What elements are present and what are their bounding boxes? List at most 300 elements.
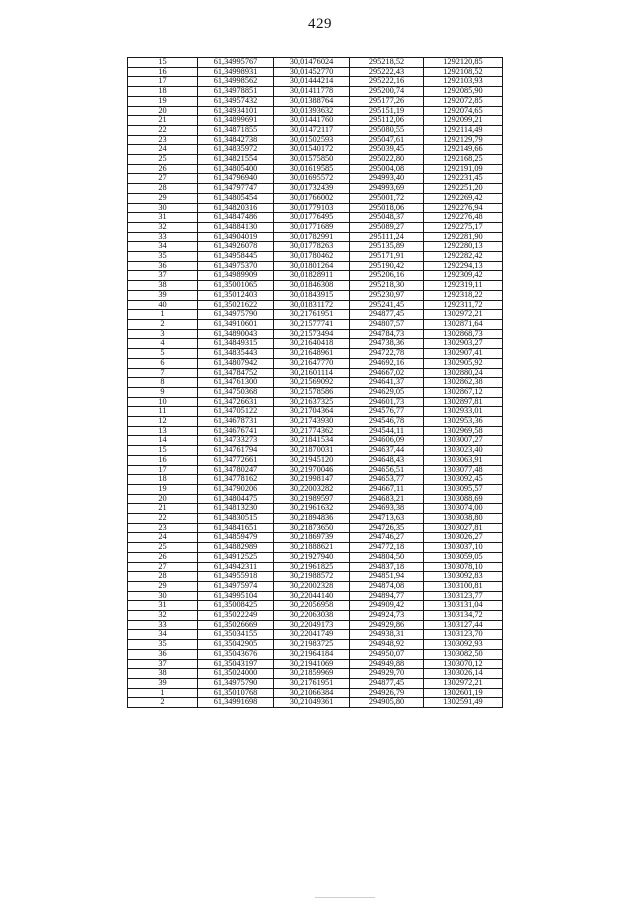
y-coordinate-cell: 1303131,04	[424, 601, 503, 611]
x-coordinate-cell: 294667,02	[350, 368, 424, 378]
x-coordinate-cell: 295001,72	[350, 193, 424, 203]
table-row	[128, 125, 503, 135]
point-number-cell: 25	[128, 155, 198, 165]
y-coordinate-cell: 1292149,66	[424, 145, 503, 155]
y-coordinate-cell: 1302591,49	[424, 698, 503, 708]
y-coordinate-cell: 1303027,81	[424, 523, 503, 533]
x-coordinate-cell: 294929,70	[350, 669, 424, 679]
table-row	[128, 300, 503, 310]
table-row	[128, 543, 503, 553]
point-number-cell: 26	[128, 552, 198, 562]
latitude-cell: 61,34726631	[198, 397, 274, 407]
longitude-cell: 30,21964184	[274, 649, 350, 659]
longitude-cell: 30,21648961	[274, 349, 350, 359]
table-row	[128, 620, 503, 630]
y-coordinate-cell: 1302972,21	[424, 679, 503, 689]
longitude-cell: 30,21894836	[274, 514, 350, 524]
x-coordinate-cell: 294693,38	[350, 504, 424, 514]
longitude-cell: 30,21601114	[274, 368, 350, 378]
y-coordinate-cell: 1303082,50	[424, 649, 503, 659]
longitude-cell: 30,01393632	[274, 106, 350, 116]
y-coordinate-cell: 1302867,12	[424, 387, 503, 397]
latitude-cell: 61,34813230	[198, 504, 274, 514]
table-row	[128, 688, 503, 698]
point-number-cell: 2	[128, 698, 198, 708]
point-number-cell: 8	[128, 378, 198, 388]
y-coordinate-cell: 1303007,27	[424, 436, 503, 446]
x-coordinate-cell: 295241,45	[350, 300, 424, 310]
table-row	[128, 87, 503, 97]
y-coordinate-cell: 1303078,10	[424, 562, 503, 572]
y-coordinate-cell: 1292294,13	[424, 261, 503, 271]
latitude-cell: 61,35042905	[198, 640, 274, 650]
y-coordinate-cell: 1292191,09	[424, 164, 503, 174]
table-row	[128, 581, 503, 591]
point-number-cell: 30	[128, 203, 198, 213]
latitude-cell: 61,34957432	[198, 96, 274, 106]
point-number-cell: 9	[128, 387, 198, 397]
x-coordinate-cell: 295222,16	[350, 77, 424, 87]
point-number-cell: 28	[128, 572, 198, 582]
point-number-cell: 17	[128, 77, 198, 87]
y-coordinate-cell: 1302868,73	[424, 329, 503, 339]
x-coordinate-cell: 294601,73	[350, 397, 424, 407]
y-coordinate-cell: 1303134,72	[424, 611, 503, 621]
x-coordinate-cell: 294874,08	[350, 581, 424, 591]
table-row	[128, 591, 503, 601]
longitude-cell: 30,01444214	[274, 77, 350, 87]
latitude-cell: 61,34772661	[198, 455, 274, 465]
longitude-cell: 30,01695572	[274, 174, 350, 184]
longitude-cell: 30,21983725	[274, 640, 350, 650]
x-coordinate-cell: 295089,27	[350, 222, 424, 232]
x-coordinate-cell: 294656,51	[350, 465, 424, 475]
y-coordinate-cell: 1292280,13	[424, 242, 503, 252]
x-coordinate-cell: 294950,07	[350, 649, 424, 659]
longitude-cell: 30,01843915	[274, 290, 350, 300]
point-number-cell: 18	[128, 475, 198, 485]
table-row	[128, 319, 503, 329]
latitude-cell: 61,34884130	[198, 222, 274, 232]
y-coordinate-cell: 1302897,81	[424, 397, 503, 407]
point-number-cell: 6	[128, 358, 198, 368]
longitude-cell: 30,01778263	[274, 242, 350, 252]
table-row	[128, 368, 503, 378]
point-number-cell: 39	[128, 679, 198, 689]
longitude-cell: 30,01782991	[274, 232, 350, 242]
table-row	[128, 174, 503, 184]
longitude-cell: 30,01828911	[274, 271, 350, 281]
latitude-cell: 61,34998562	[198, 77, 274, 87]
table-row	[128, 58, 503, 68]
point-number-cell: 33	[128, 232, 198, 242]
latitude-cell: 61,34830515	[198, 514, 274, 524]
point-number-cell: 32	[128, 611, 198, 621]
y-coordinate-cell: 1303088,69	[424, 494, 503, 504]
x-coordinate-cell: 294877,45	[350, 679, 424, 689]
latitude-cell: 61,34820316	[198, 203, 274, 213]
longitude-cell: 30,01441760	[274, 116, 350, 126]
point-number-cell: 11	[128, 407, 198, 417]
point-number-cell: 35	[128, 640, 198, 650]
table-row	[128, 281, 503, 291]
x-coordinate-cell: 295112,06	[350, 116, 424, 126]
x-coordinate-cell: 295200,74	[350, 87, 424, 97]
table-row	[128, 552, 503, 562]
point-number-cell: 1	[128, 310, 198, 320]
point-number-cell: 26	[128, 164, 198, 174]
y-coordinate-cell: 1292309,42	[424, 271, 503, 281]
longitude-cell: 30,21577741	[274, 319, 350, 329]
x-coordinate-cell: 294606,09	[350, 436, 424, 446]
table-row	[128, 252, 503, 262]
longitude-cell: 30,21640418	[274, 339, 350, 349]
x-coordinate-cell: 294576,77	[350, 407, 424, 417]
y-coordinate-cell: 1303063,91	[424, 455, 503, 465]
point-number-cell: 2	[128, 319, 198, 329]
point-number-cell: 38	[128, 281, 198, 291]
y-coordinate-cell: 1302907,41	[424, 349, 503, 359]
y-coordinate-cell: 1292168,25	[424, 155, 503, 165]
point-number-cell: 39	[128, 290, 198, 300]
x-coordinate-cell: 295190,42	[350, 261, 424, 271]
latitude-cell: 61,34926078	[198, 242, 274, 252]
latitude-cell: 61,35001065	[198, 281, 274, 291]
latitude-cell: 61,34841651	[198, 523, 274, 533]
latitude-cell: 61,34899691	[198, 116, 274, 126]
table-row	[128, 601, 503, 611]
latitude-cell: 61,34955918	[198, 572, 274, 582]
y-coordinate-cell: 1292108,52	[424, 67, 503, 77]
latitude-cell: 61,35034155	[198, 630, 274, 640]
longitude-cell: 30,01771689	[274, 222, 350, 232]
y-coordinate-cell: 1302871,64	[424, 319, 503, 329]
y-coordinate-cell: 1303095,57	[424, 484, 503, 494]
point-number-cell: 31	[128, 213, 198, 223]
longitude-cell: 30,21888621	[274, 543, 350, 553]
latitude-cell: 61,34989909	[198, 271, 274, 281]
y-coordinate-cell: 1292114,49	[424, 125, 503, 135]
x-coordinate-cell: 294653,77	[350, 475, 424, 485]
x-coordinate-cell: 295230,97	[350, 290, 424, 300]
table-row	[128, 533, 503, 543]
table-row	[128, 378, 503, 388]
point-number-cell: 21	[128, 116, 198, 126]
longitude-cell: 30,22063038	[274, 611, 350, 621]
x-coordinate-cell: 295022,80	[350, 155, 424, 165]
x-coordinate-cell: 294544,11	[350, 426, 424, 436]
x-coordinate-cell: 294546,78	[350, 417, 424, 427]
longitude-cell: 30,01619585	[274, 164, 350, 174]
point-number-cell: 29	[128, 581, 198, 591]
longitude-cell: 30,21941069	[274, 659, 350, 669]
longitude-cell: 30,21066384	[274, 688, 350, 698]
x-coordinate-cell: 294929,86	[350, 620, 424, 630]
longitude-cell: 30,01540172	[274, 145, 350, 155]
latitude-cell: 61,34998931	[198, 67, 274, 77]
x-coordinate-cell: 295047,61	[350, 135, 424, 145]
point-number-cell: 32	[128, 222, 198, 232]
x-coordinate-cell: 294722,78	[350, 349, 424, 359]
table-row	[128, 698, 503, 708]
longitude-cell: 30,21998147	[274, 475, 350, 485]
x-coordinate-cell: 294667,11	[350, 484, 424, 494]
longitude-cell: 30,22056958	[274, 601, 350, 611]
point-number-cell: 15	[128, 58, 198, 68]
point-number-cell: 33	[128, 620, 198, 630]
y-coordinate-cell: 1303059,05	[424, 552, 503, 562]
latitude-cell: 61,34912525	[198, 552, 274, 562]
x-coordinate-cell: 294894,77	[350, 591, 424, 601]
table-row	[128, 96, 503, 106]
latitude-cell: 61,35026669	[198, 620, 274, 630]
latitude-cell: 61,34978851	[198, 87, 274, 97]
y-coordinate-cell: 1302903,27	[424, 339, 503, 349]
x-coordinate-cell: 294807,57	[350, 319, 424, 329]
y-coordinate-cell: 1292276,48	[424, 213, 503, 223]
y-coordinate-cell: 1292282,42	[424, 252, 503, 262]
table-row	[128, 339, 503, 349]
latitude-cell: 61,34807942	[198, 358, 274, 368]
x-coordinate-cell: 295004,08	[350, 164, 424, 174]
latitude-cell: 61,34761794	[198, 446, 274, 456]
point-number-cell: 24	[128, 533, 198, 543]
longitude-cell: 30,21704364	[274, 407, 350, 417]
point-number-cell: 28	[128, 184, 198, 194]
x-coordinate-cell: 294993,40	[350, 174, 424, 184]
x-coordinate-cell: 294738,36	[350, 339, 424, 349]
latitude-cell: 61,34804475	[198, 494, 274, 504]
longitude-cell: 30,01780462	[274, 252, 350, 262]
x-coordinate-cell: 294772,18	[350, 543, 424, 553]
latitude-cell: 61,34910601	[198, 319, 274, 329]
longitude-cell: 30,01776495	[274, 213, 350, 223]
longitude-cell: 30,01831172	[274, 300, 350, 310]
point-number-cell: 19	[128, 96, 198, 106]
y-coordinate-cell: 1303026,14	[424, 669, 503, 679]
latitude-cell: 61,34835443	[198, 349, 274, 359]
point-number-cell: 36	[128, 649, 198, 659]
point-number-cell: 35	[128, 252, 198, 262]
x-coordinate-cell: 294629,05	[350, 387, 424, 397]
point-number-cell: 5	[128, 349, 198, 359]
latitude-cell: 61,34859479	[198, 533, 274, 543]
y-coordinate-cell: 1303037,10	[424, 543, 503, 553]
longitude-cell: 30,01575850	[274, 155, 350, 165]
y-coordinate-cell: 1303100,81	[424, 581, 503, 591]
table-row	[128, 164, 503, 174]
point-number-cell: 10	[128, 397, 198, 407]
y-coordinate-cell: 1303092,83	[424, 572, 503, 582]
longitude-cell: 30,21870031	[274, 446, 350, 456]
table-row	[128, 659, 503, 669]
latitude-cell: 61,34805400	[198, 164, 274, 174]
table-row	[128, 484, 503, 494]
y-coordinate-cell: 1292103,93	[424, 77, 503, 87]
y-coordinate-cell: 1303123,70	[424, 630, 503, 640]
table-row	[128, 213, 503, 223]
longitude-cell: 30,21569092	[274, 378, 350, 388]
point-number-cell: 25	[128, 543, 198, 553]
y-coordinate-cell: 1292231,45	[424, 174, 503, 184]
point-number-cell: 14	[128, 436, 198, 446]
x-coordinate-cell: 294948,92	[350, 640, 424, 650]
latitude-cell: 61,34904019	[198, 232, 274, 242]
point-number-cell: 37	[128, 659, 198, 669]
y-coordinate-cell: 1292319,11	[424, 281, 503, 291]
latitude-cell: 61,34797747	[198, 184, 274, 194]
latitude-cell: 61,34705122	[198, 407, 274, 417]
y-coordinate-cell: 1302972,21	[424, 310, 503, 320]
y-coordinate-cell: 1302933,01	[424, 407, 503, 417]
point-number-cell: 21	[128, 504, 198, 514]
latitude-cell: 61,34975974	[198, 581, 274, 591]
y-coordinate-cell: 1292085,90	[424, 87, 503, 97]
longitude-cell: 30,21647770	[274, 358, 350, 368]
y-coordinate-cell: 1302862,38	[424, 378, 503, 388]
x-coordinate-cell: 294926,79	[350, 688, 424, 698]
x-coordinate-cell: 295018,06	[350, 203, 424, 213]
x-coordinate-cell: 294746,27	[350, 533, 424, 543]
x-coordinate-cell: 295111,24	[350, 232, 424, 242]
table-row	[128, 155, 503, 165]
point-number-cell: 22	[128, 125, 198, 135]
latitude-cell: 61,35012403	[198, 290, 274, 300]
point-number-cell: 22	[128, 514, 198, 524]
y-coordinate-cell: 1303077,48	[424, 465, 503, 475]
latitude-cell: 61,34942311	[198, 562, 274, 572]
x-coordinate-cell: 294641,37	[350, 378, 424, 388]
longitude-cell: 30,01452770	[274, 67, 350, 77]
longitude-cell: 30,21841534	[274, 436, 350, 446]
table-row	[128, 669, 503, 679]
latitude-cell: 61,34882989	[198, 543, 274, 553]
x-coordinate-cell: 294851,94	[350, 572, 424, 582]
latitude-cell: 61,34847486	[198, 213, 274, 223]
y-coordinate-cell: 1303092,93	[424, 640, 503, 650]
latitude-cell: 61,34991698	[198, 698, 274, 708]
x-coordinate-cell: 294993,69	[350, 184, 424, 194]
longitude-cell: 30,01388764	[274, 96, 350, 106]
table-row	[128, 290, 503, 300]
x-coordinate-cell: 295171,91	[350, 252, 424, 262]
point-number-cell: 34	[128, 630, 198, 640]
longitude-cell: 30,21989597	[274, 494, 350, 504]
table-row	[128, 417, 503, 427]
table-row	[128, 184, 503, 194]
point-number-cell: 18	[128, 87, 198, 97]
longitude-cell: 30,21859969	[274, 669, 350, 679]
longitude-cell: 30,01766002	[274, 193, 350, 203]
longitude-cell: 30,21961825	[274, 562, 350, 572]
longitude-cell: 30,21049361	[274, 698, 350, 708]
table-row	[128, 523, 503, 533]
point-number-cell: 36	[128, 261, 198, 271]
x-coordinate-cell: 294683,21	[350, 494, 424, 504]
latitude-cell: 61,34995104	[198, 591, 274, 601]
table-row	[128, 242, 503, 252]
point-number-cell: 31	[128, 601, 198, 611]
x-coordinate-cell: 294648,43	[350, 455, 424, 465]
point-number-cell: 3	[128, 329, 198, 339]
latitude-cell: 61,34842738	[198, 135, 274, 145]
table-row	[128, 630, 503, 640]
x-coordinate-cell: 295218,52	[350, 58, 424, 68]
y-coordinate-cell: 1303123,77	[424, 591, 503, 601]
latitude-cell: 61,34975370	[198, 261, 274, 271]
table-row	[128, 679, 503, 689]
point-number-cell: 12	[128, 417, 198, 427]
latitude-cell: 61,34676741	[198, 426, 274, 436]
x-coordinate-cell: 294905,80	[350, 698, 424, 708]
longitude-cell: 30,21774362	[274, 426, 350, 436]
longitude-cell: 30,01846308	[274, 281, 350, 291]
latitude-cell: 61,34835972	[198, 145, 274, 155]
latitude-cell: 61,34821554	[198, 155, 274, 165]
table-row	[128, 349, 503, 359]
longitude-cell: 30,21573494	[274, 329, 350, 339]
table-row	[128, 145, 503, 155]
x-coordinate-cell: 294637,44	[350, 446, 424, 456]
x-coordinate-cell: 294909,42	[350, 601, 424, 611]
y-coordinate-cell: 1303092,45	[424, 475, 503, 485]
table-row	[128, 397, 503, 407]
table-row	[128, 611, 503, 621]
x-coordinate-cell: 294784,73	[350, 329, 424, 339]
x-coordinate-cell: 295135,89	[350, 242, 424, 252]
y-coordinate-cell: 1302953,36	[424, 417, 503, 427]
point-number-cell: 30	[128, 591, 198, 601]
longitude-cell: 30,01801264	[274, 261, 350, 271]
point-number-cell: 16	[128, 455, 198, 465]
x-coordinate-cell: 295039,45	[350, 145, 424, 155]
latitude-cell: 61,34678731	[198, 417, 274, 427]
x-coordinate-cell: 294713,63	[350, 514, 424, 524]
latitude-cell: 61,34761300	[198, 378, 274, 388]
longitude-cell: 30,01476024	[274, 58, 350, 68]
latitude-cell: 61,34995767	[198, 58, 274, 68]
table-row	[128, 310, 503, 320]
latitude-cell: 61,34750368	[198, 387, 274, 397]
longitude-cell: 30,22044140	[274, 591, 350, 601]
table-row	[128, 193, 503, 203]
y-coordinate-cell: 1292318,22	[424, 290, 503, 300]
table-row	[128, 649, 503, 659]
latitude-cell: 61,34778162	[198, 475, 274, 485]
table-row	[128, 426, 503, 436]
longitude-cell: 30,21961632	[274, 504, 350, 514]
longitude-cell: 30,22002328	[274, 581, 350, 591]
y-coordinate-cell: 1292281,90	[424, 232, 503, 242]
point-number-cell: 20	[128, 494, 198, 504]
point-number-cell: 40	[128, 300, 198, 310]
latitude-cell: 61,34890043	[198, 329, 274, 339]
coordinates-table-body	[128, 58, 503, 708]
y-coordinate-cell: 1292120,85	[424, 58, 503, 68]
point-number-cell: 4	[128, 339, 198, 349]
latitude-cell: 61,35021622	[198, 300, 274, 310]
latitude-cell: 61,34975790	[198, 310, 274, 320]
x-coordinate-cell: 294949,88	[350, 659, 424, 669]
point-number-cell: 27	[128, 562, 198, 572]
table-row	[128, 67, 503, 77]
latitude-cell: 61,34796940	[198, 174, 274, 184]
table-row	[128, 446, 503, 456]
longitude-cell: 30,21869739	[274, 533, 350, 543]
y-coordinate-cell: 1292276,94	[424, 203, 503, 213]
y-coordinate-cell: 1303023,40	[424, 446, 503, 456]
y-coordinate-cell: 1292099,21	[424, 116, 503, 126]
